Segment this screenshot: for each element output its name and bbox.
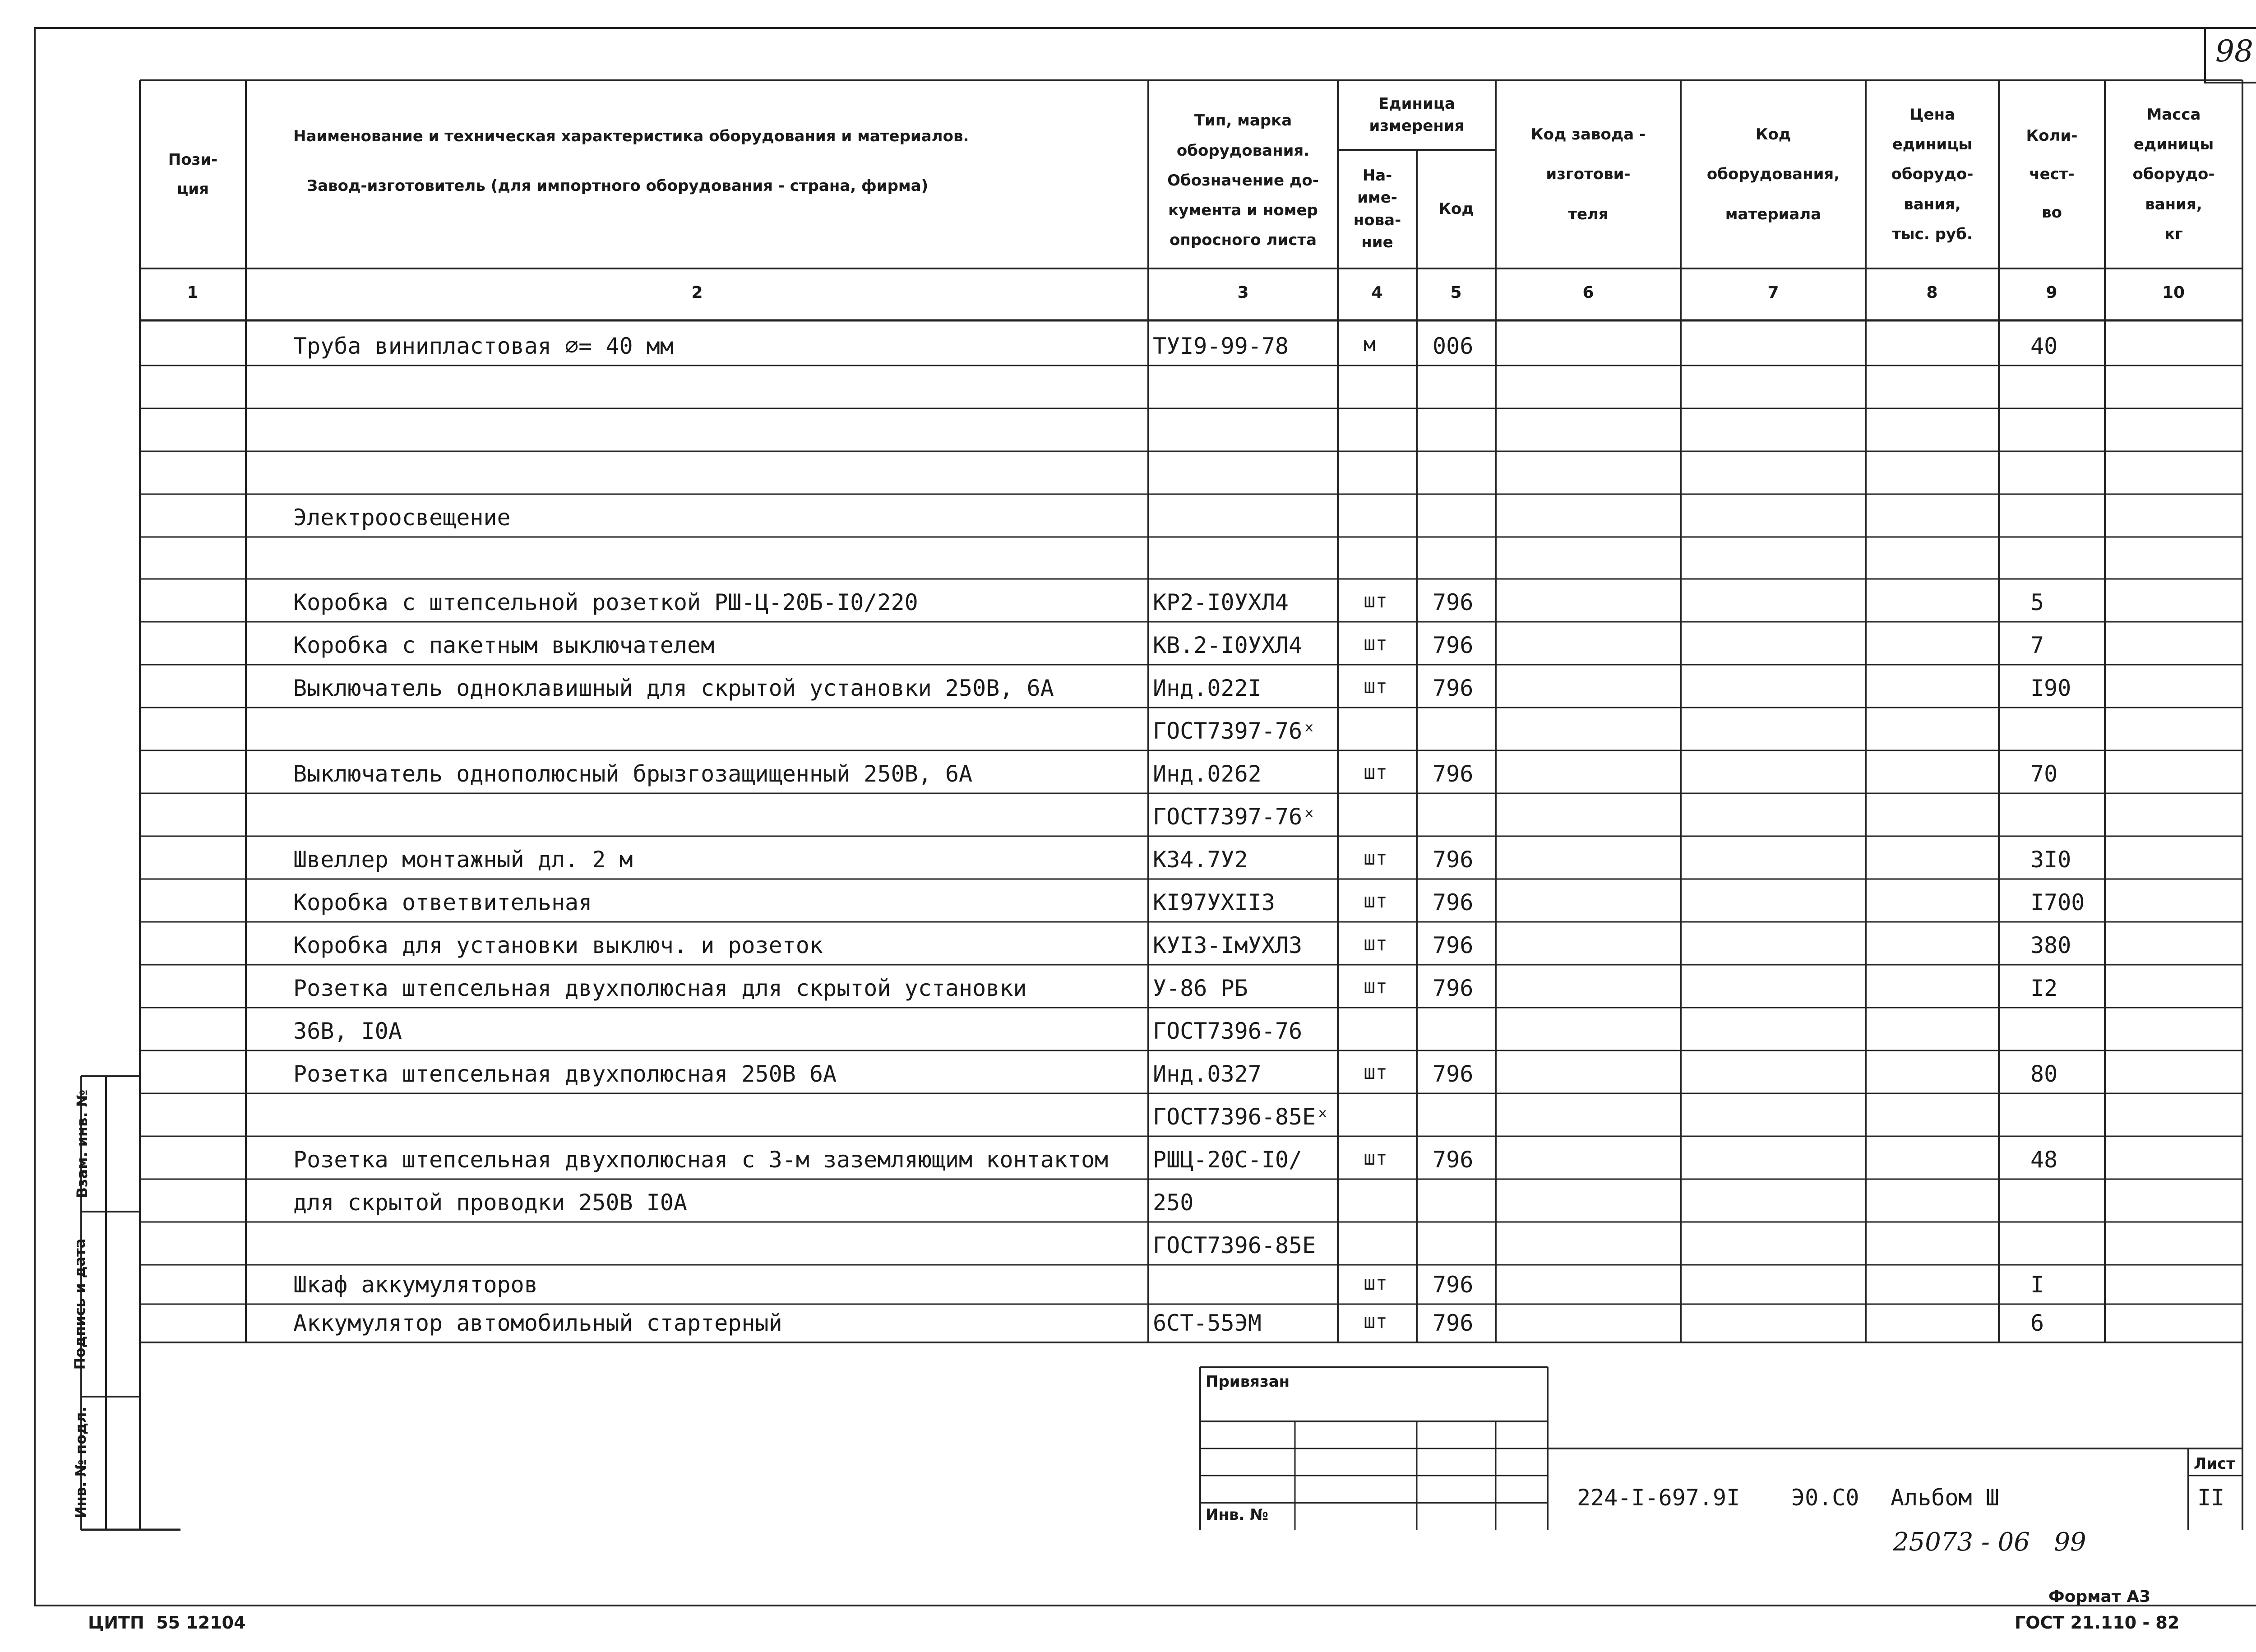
header-unit-group: Единица измерения [1369,94,1465,135]
row-name: Выключатель одноклавишный для скрытой установки 250В, 6А [293,675,1054,701]
column-number: 3 [1237,283,1249,302]
row-type: КВ.2-I0УХЛ4 [1153,632,1303,658]
row-unit: шт [1364,975,1387,998]
row-type: ГОСТ7396-85Еˣ [1153,1104,1330,1130]
header-price: Цена единицы оборудо- вания, тыс. руб. [1891,105,1974,243]
row-unit-code: 796 [1433,847,1474,873]
header-unit-name: На- име- нова- ние [1353,166,1401,251]
row-unit-code: 796 [1433,889,1474,916]
row-quantity: 5 [2030,589,2044,615]
row-unit: м [1364,333,1376,356]
row-quantity: 80 [2030,1061,2058,1087]
row-name: Коробка с пакетным выключателем [293,632,715,658]
row-name: Коробка для установки выключ. и розеток [293,932,823,958]
citp-label: ЦИТП 55 12104 [88,1613,246,1633]
row-name: Шкаф аккумуляторов [293,1272,538,1298]
row-name: для скрытой проводки 250В I0А [293,1189,687,1216]
row-unit: шт [1364,761,1387,784]
side-label-signature-date: Подпись и дата [71,1238,88,1370]
row-type: Инд.0262 [1153,761,1262,787]
row-type: 250 [1153,1189,1194,1216]
row-unit-code: 796 [1433,932,1474,958]
row-quantity: 6 [2030,1310,2044,1336]
gost-label: ГОСТ 21.110 - 82 [2015,1613,2180,1633]
column-number: 1 [187,283,199,302]
row-type: Инд.0327 [1153,1061,1262,1087]
row-quantity: I700 [2030,889,2085,916]
side-label-vzam-inv: Взам. инв. № [74,1089,91,1199]
row-name: Выключатель однополюсный брызгозащищенный 250В, 6А [293,761,973,787]
row-quantity: I [2030,1272,2044,1298]
stamp-album: Альбом Ш [1891,1485,1999,1511]
column-number: 8 [1926,283,1938,302]
row-unit: шт [1364,1061,1387,1084]
row-name: Электроосвещение [293,504,511,531]
row-unit-code: 796 [1433,589,1474,615]
row-unit-code: 796 [1433,1061,1474,1087]
header-type: Тип, марка оборудования. Обозначение до- кумента и номер опросного листа [1167,111,1319,250]
column-number: 10 [2162,283,2185,302]
header-manufacturer: Завод-изготовитель (для импортного оборудования - страна, фирма) [307,177,929,195]
column-number: 6 [1582,283,1594,302]
stamp-doc-code: 224-I-697.9I [1577,1485,1740,1511]
column-number: 2 [691,283,703,302]
row-type: КУI3-IмУХЛ3 [1153,932,1303,958]
column-number: 5 [1450,283,1462,302]
row-name: Швеллер монтажный дл. 2 м [293,847,633,873]
stamp-privyazan: Привязан [1206,1373,1290,1391]
stamp-list-number: II [2197,1485,2225,1511]
row-quantity: I90 [2030,675,2071,701]
row-unit: шт [1364,589,1387,612]
header-mass: Масса единицы оборудо- вания, кг [2132,105,2215,243]
row-quantity: I2 [2030,975,2058,1001]
column-number: 9 [2046,283,2057,302]
row-quantity: 3I0 [2030,847,2071,873]
row-unit: шт [1364,1310,1387,1333]
row-unit: шт [1364,847,1387,870]
handwritten-number: 25073 - 06 99 [1893,1527,2086,1557]
header-factory-code: Код завода - изготови- теля [1530,125,1646,223]
row-name: Розетка штепсельная двухполюсная для скрытой установки [293,975,1027,1001]
row-type: КI97УХII3 [1153,889,1275,916]
row-quantity: 40 [2030,333,2058,359]
row-quantity: 70 [2030,761,2058,787]
stamp-doc-part: Э0.С0 [1791,1485,1859,1511]
row-unit-code: 796 [1433,675,1474,701]
row-unit: шт [1364,889,1387,912]
column-number: 7 [1767,283,1779,302]
row-unit: шт [1364,632,1387,655]
row-type: ТУI9-99-78 [1153,333,1289,359]
header-position: Пози- ция [168,150,218,198]
row-unit: шт [1364,1272,1387,1295]
row-unit-code: 796 [1433,975,1474,1001]
row-unit-code: 796 [1433,1310,1474,1336]
row-quantity: 380 [2030,932,2071,958]
row-unit-code: 796 [1433,1147,1474,1173]
row-unit-code: 796 [1433,632,1474,658]
row-unit: шт [1364,1147,1387,1170]
row-type: КР2-I0УХЛ4 [1153,589,1289,615]
page-number: 98 [2215,34,2253,69]
row-type: РШЦ-20С-I0/ [1153,1147,1303,1173]
row-type: ГОСТ7397-76ˣ [1153,804,1316,830]
row-type: ГОСТ7397-76ˣ [1153,718,1316,744]
row-type: 6СТ-55ЭМ [1153,1310,1262,1336]
row-name: Коробка ответвительная [293,889,592,916]
stamp-inv-no: Инв. № [1206,1506,1269,1524]
row-type: К34.7У2 [1153,847,1248,873]
row-type: ГОСТ7396-85Е [1153,1232,1316,1259]
row-name: Аккумулятор автомобильный стартерный [293,1310,782,1336]
header-name: Наименование и техническая характеристика оборудования и материалов. [293,127,969,145]
header-unit-code: Код [1438,200,1474,218]
row-name: Розетка штепсельная двухполюсная 250В 6А [293,1061,837,1087]
row-unit: шт [1364,675,1387,698]
row-name: Труба винипластовая ∅= 40 мм [293,333,674,359]
side-label-inv-podl: Инв. № подл. [72,1407,89,1518]
row-unit-code: 796 [1433,1272,1474,1298]
format-label: Формат А3 [2048,1587,2151,1606]
row-quantity: 48 [2030,1147,2058,1173]
row-quantity: 7 [2030,632,2044,658]
stamp-list-label: Лист [2194,1455,2235,1473]
row-type: ГОСТ7396-76 [1153,1018,1303,1044]
row-unit-code: 796 [1433,761,1474,787]
row-name: Розетка штепсельная двухполюсная с 3-м заземляющим контактом [293,1147,1109,1173]
row-unit-code: 006 [1433,333,1474,359]
row-type: Инд.022I [1153,675,1262,701]
header-quantity: Коли- чест- во [2026,127,2078,222]
row-unit: шт [1364,932,1387,955]
row-name: Коробка с штепсельной розеткой РШ-Ц-20Б-I0/220 [293,589,918,615]
row-type: У-86 РБ [1153,975,1248,1001]
row-name: 36В, I0А [293,1018,402,1044]
header-equipment-code: Код оборудования, материала [1706,125,1840,223]
column-number: 4 [1371,283,1383,302]
